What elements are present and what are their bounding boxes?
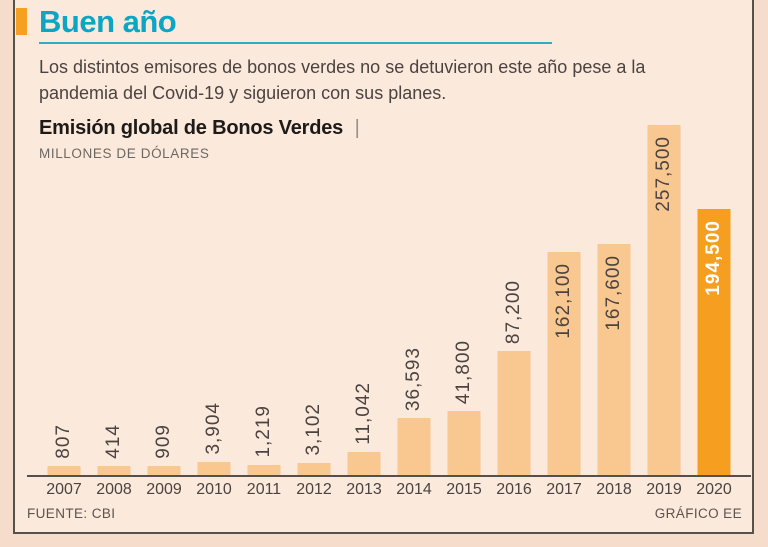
- bar-slot-2013: [339, 125, 389, 475]
- intro-paragraph: [39, 54, 645, 106]
- bar-value-label-2019: [639, 136, 689, 212]
- title-rule: [39, 42, 552, 44]
- bar-value-text: 1,219: [253, 405, 274, 458]
- x-axis-label-2012: 2012: [296, 481, 332, 498]
- page-title: Buen año: [39, 4, 177, 39]
- bar-slot-2012: [289, 125, 339, 475]
- bar-2015: [448, 411, 481, 475]
- bar-slot-2011: [239, 125, 289, 475]
- footer: [27, 506, 742, 521]
- bar-slot-2017: [539, 125, 589, 475]
- x-axis-label-2015: 2015: [446, 481, 482, 498]
- x-axis-label-2008: 2008: [96, 481, 132, 498]
- bar-2009: [148, 466, 181, 475]
- infographic-frame: [13, 0, 754, 534]
- bar-value-label-2015: [439, 340, 489, 404]
- bar-slot-2008: [89, 125, 139, 475]
- bar-value-text: 162,100: [553, 263, 574, 339]
- bar-2013: [348, 452, 381, 475]
- bar-2010: [198, 462, 231, 475]
- bar-2016: [498, 351, 531, 475]
- credit-label: GRÁFICO EE: [654, 506, 742, 521]
- bar-value-text: 909: [153, 424, 174, 459]
- x-axis-label-2020: 2020: [696, 481, 732, 498]
- bar-value-label-2016: [489, 280, 539, 344]
- bar-slot-2014: [389, 125, 439, 475]
- bar-value-text: 41,800: [453, 339, 474, 404]
- chart-title-divider: |: [354, 117, 360, 139]
- bar-slot-2010: [189, 125, 239, 475]
- intro-line-2: pandemia del Covid-19 y siguieron con sus planes.: [39, 83, 447, 103]
- x-axis-label-2011: 2011: [246, 481, 282, 498]
- bar-value-label-2014: [389, 347, 439, 411]
- bar-slot-2009: [139, 125, 189, 475]
- bar-2008: [98, 466, 131, 475]
- bar-slot-2016: [489, 125, 539, 475]
- bar-2012: [298, 463, 331, 475]
- bar-value-text: 414: [103, 424, 124, 459]
- x-axis-label-2007: 2007: [46, 481, 82, 498]
- chart-subtitle: MILLONES DE DÓLARES: [39, 146, 210, 161]
- bar-2014: [398, 418, 431, 475]
- bar-slot-2019: [639, 125, 689, 475]
- x-axis-label-2010: 2010: [196, 481, 232, 498]
- bars-area: [39, 125, 739, 475]
- bar-slot-2015: [439, 125, 489, 475]
- intro-line-1: Los distintos emisores de bonos verdes no se detuvieron este año pese a la: [39, 57, 646, 77]
- bar-value-text: 194,500: [703, 220, 724, 296]
- bar-2007: [48, 466, 81, 475]
- x-axis-label-2018: 2018: [596, 481, 632, 498]
- x-axis-label-2019: 2019: [646, 481, 682, 498]
- bar-slot-2018: [589, 125, 639, 475]
- accent-square: [16, 8, 27, 35]
- x-axis-label-2017: 2017: [546, 481, 582, 498]
- bar-value-label-2010: [189, 402, 239, 455]
- bar-value-text: 3,102: [303, 403, 324, 456]
- bar-value-label-2017: [539, 263, 589, 339]
- bar-slot-2020: [689, 125, 739, 475]
- chart-title: Emisión global de Bonos Verdes: [39, 117, 344, 139]
- bar-value-text: 11,042: [353, 382, 374, 445]
- bar-value-label-2020: [689, 220, 739, 296]
- x-axis-label-2009: 2009: [146, 481, 182, 498]
- bar-value-label-2011: [239, 405, 289, 458]
- x-axis-label-2014: 2014: [396, 481, 432, 498]
- x-axis-line: [27, 475, 751, 477]
- bar-value-text: 167,600: [603, 255, 624, 331]
- bar-value-label-2009: [139, 424, 189, 459]
- bar-2011: [248, 465, 281, 475]
- x-axis-labels: [39, 481, 739, 499]
- bar-value-label-2013: [339, 382, 389, 445]
- bar-slot-2007: [39, 125, 89, 475]
- bar-value-label-2018: [589, 255, 639, 331]
- bar-value-text: 3,904: [203, 402, 224, 455]
- bar-value-text: 36,593: [403, 346, 424, 411]
- bar-value-label-2008: [89, 424, 139, 459]
- source-label: FUENTE: CBI: [27, 506, 116, 521]
- bar-value-text: 257,500: [653, 136, 674, 212]
- x-axis-label-2016: 2016: [496, 481, 532, 498]
- bar-value-label-2007: [39, 424, 89, 459]
- x-axis-label-2013: 2013: [346, 481, 382, 498]
- bar-value-text: 807: [53, 424, 74, 459]
- bar-value-label-2012: [289, 403, 339, 456]
- bar-value-text: 87,200: [503, 279, 524, 344]
